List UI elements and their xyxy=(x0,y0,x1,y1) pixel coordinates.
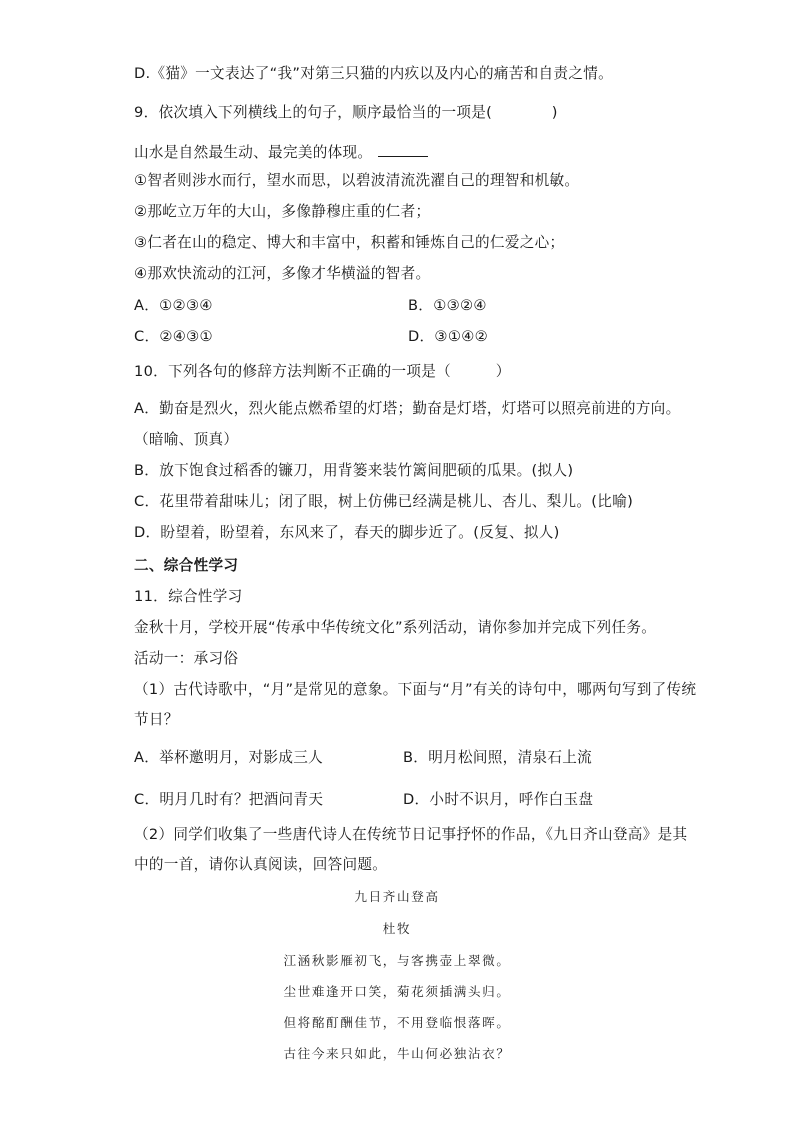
poem-title: 九日齐山登高 xyxy=(354,889,440,904)
q11-activity-1: 活动一：承习俗 xyxy=(134,650,239,667)
q11-part2-line1: （2）同学们收集了一些唐代诗人在传统节日记事抒怀的作品，《九日齐山登高》是其 xyxy=(134,826,688,843)
poem-line-3: 但将酩酊酬佳节，不用登临恨落晖。 xyxy=(283,1015,511,1030)
q10-option-a: A．勤奋是烈火，烈火能点燃希望的灯塔；勤奋是灯塔，灯塔可以照亮前进的方向。 xyxy=(134,400,681,417)
q9-sentence-1: ①智者则涉水而行，望水而思，以碧波清流洗濯自己的理智和机敏。 xyxy=(134,172,580,189)
q8-option-d: D.《猫》一文表达了“我”对第三只猫的内疚以及内心的痛苦和自责之情。 xyxy=(134,65,614,82)
section-heading: 二、综合性学习 xyxy=(134,557,239,574)
q9-stem: 9．依次填入下列横线上的句子，顺序最恰当的一项是( ) xyxy=(134,104,558,121)
q10-option-d: D．盼望着，盼望着，东风来了，春天的脚步近了。(反复、拟人) xyxy=(134,524,560,541)
poem-line-2: 尘世难逢开口笑，菊花须插满头归。 xyxy=(283,984,511,999)
q10-option-a-note: （暗喻、顶真） xyxy=(134,431,239,448)
q11-part1-line2: 节日？ xyxy=(134,711,179,728)
q10-stem: 10．下列各句的修辞方法判断不正确的一项是（ ） xyxy=(134,363,511,380)
q9-sentence-3: ③仁者在山的稳定、博大和丰富中，积蓄和锤炼自己的仁爱之心； xyxy=(134,234,565,251)
q11-option-a: A．举杯邀明月，对影成三人 xyxy=(134,749,324,766)
q11-intro: 金秋十月，学校开展“传承中华传统文化”系列活动，请你参加并完成下列任务。 xyxy=(134,619,657,636)
q11-option-b: B．明月松间照，清泉石上流 xyxy=(403,749,593,766)
q11-part1-line1: （1）古代诗歌中，“月”是常见的意象。下面与“月”有关的诗句中，哪两句写到了传统 xyxy=(134,681,697,698)
q11-part2-line2: 中的一首，请你认真阅读，回答问题。 xyxy=(134,856,388,873)
q9-lead: 山水是自然最生动、最完美的体现。 xyxy=(134,142,428,163)
poem-author: 杜牧 xyxy=(382,921,412,936)
q10-option-b: B．放下饱食过稻香的镰刀，用背篓来装竹篱间肥硕的瓜果。(拟人) xyxy=(134,462,574,479)
poem-line-1: 江涵秋影雁初飞，与客携壶上翠微。 xyxy=(283,953,511,968)
q9-option-a: A．①②③④ xyxy=(134,297,213,314)
q9-sentence-2: ②那屹立万年的大山，多像静穆庄重的仁者； xyxy=(134,203,431,220)
q9-option-d: D．③①④② xyxy=(408,328,488,345)
poem-line-4: 古往今来只如此，牛山何必独沾衣？ xyxy=(283,1046,511,1061)
q9-sentence-4: ④那欢快流动的江河，多像才华横溢的智者。 xyxy=(134,265,431,282)
q9-option-b: B．①③②④ xyxy=(408,297,487,314)
q11-stem: 11．综合性学习 xyxy=(134,588,243,605)
q10-option-c: C．花里带着甜味儿；闭了眼，树上仿佛已经满是桃儿、杏儿、梨儿。(比喻) xyxy=(134,493,634,510)
q11-option-d: D．小时不识月，呼作白玉盘 xyxy=(403,791,594,808)
q11-option-c: C．明月几时有？把酒问青天 xyxy=(134,791,324,808)
q9-option-c: C．②④③① xyxy=(134,328,213,345)
fill-in-blank xyxy=(378,142,428,157)
